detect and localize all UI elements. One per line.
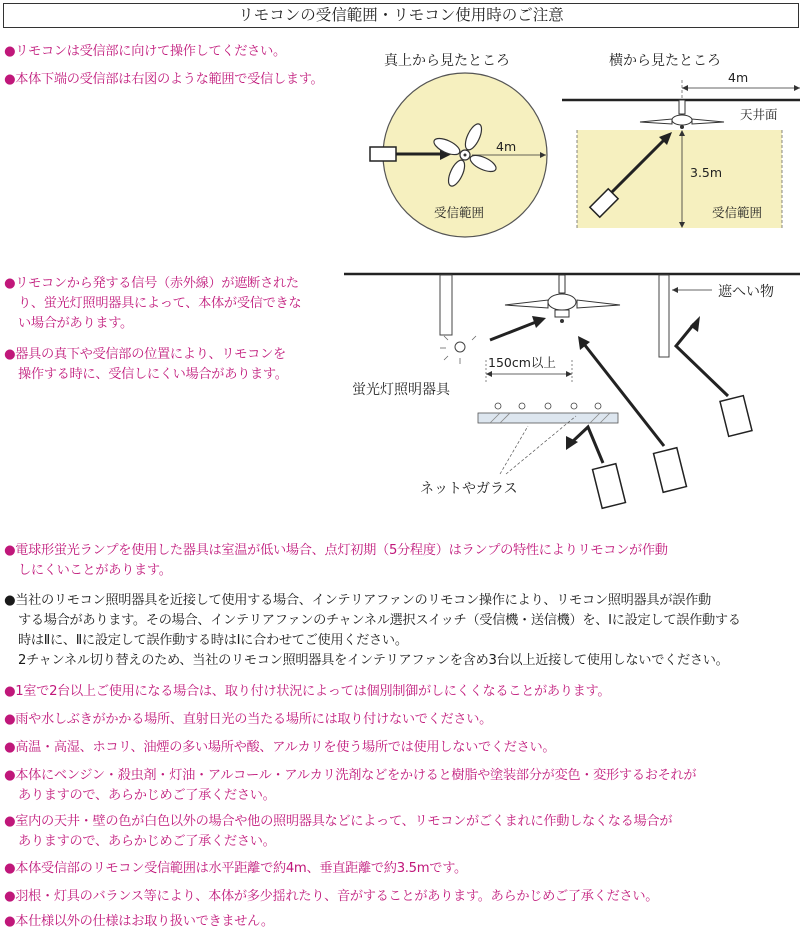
note-position-effect: ●器具の真下や受信部の位置により、リモコンを 操作する時に、受信しにくい場合があります。 — [4, 347, 288, 382]
note-spec-only: ●本仕様以外の仕様はお取り扱いできません。 — [4, 914, 274, 929]
fan-mid-icon — [505, 275, 620, 323]
page-title: リモコンの受信範囲・リモコン使用時のご注意 — [3, 3, 799, 28]
note-receive-range: ●本体下端の受信部は右図のような範囲で受信します。 — [4, 72, 324, 87]
obstacle-wall — [659, 275, 669, 357]
note-signal-blocked: ●リモコンから発する信号（赤外線）が遮断された り、蛍光灯照明器具によって、本体が受信できな い場合があります。 — [4, 276, 302, 331]
remote-bottom-2 — [654, 448, 687, 493]
note-humidity: ●高温・高湿、ホコリ、油煙の多い場所や酸、アルカリを使う場所では使用しないでください。 — [4, 740, 556, 755]
net-glass-icon — [478, 403, 618, 474]
note-range-spec: ●本体受信部のリモコン受信範囲は水平距離で約4m、垂直距離で約3.5mです。 — [4, 861, 467, 876]
view-above-title: 真上から見たところ — [384, 53, 510, 69]
note-bulb-cold: ●電球形蛍光ランプを使用した器具は室温が低い場合、点灯初期（5分程度）はランプの特性によりリモコンが作動 しにくいことがあります。 — [4, 543, 668, 578]
range-label-above: 受信範囲 — [434, 205, 485, 220]
fluorescent-label: 蛍光灯照明器具 — [352, 382, 450, 398]
note-chemicals: ●本体にベンジン・殺虫剤・灯油・アルコール・アルカリ洗剤などをかけると樹脂や塗装部分が変色・変形するおそれが ありますので、あらかじめご了承ください。 — [4, 768, 697, 803]
ceiling-label: 天井面 — [740, 107, 778, 122]
remote-icon — [370, 147, 396, 161]
fan-side-icon — [640, 100, 724, 129]
note-channel-switch: ●当社のリモコン照明器具を近接して使用する場合、インテリアファンのリモコン操作により、リモコン照明器具が誤作動 する場合があります。その場合、インテリアファンのチャンネル選択スイッチ（受信機・送信機）を、Ⅰに設定して誤作動する 時はⅡに、Ⅱに設定して誤作動する時はⅠに合わせてご使用ください。 2チャンネル切り替えのため、当社のリモコン照明器具をインテリアファンを含め3台以上近接して使用しないでください。 — [4, 593, 741, 668]
height-label: 3.5m — [690, 165, 723, 180]
dist-label-above: 4m — [496, 139, 517, 154]
remote-blocked — [720, 396, 752, 437]
distance-label: 150cm以上 — [488, 355, 556, 370]
note-wall-color: ●室内の天井・壁の色が白色以外の場合や他の照明器具などによって、リモコンがごくまれに作動しなくなる場合が ありますので、あらかじめご了承ください。 — [4, 814, 673, 849]
remote-bottom-1 — [593, 464, 626, 509]
range-label-side: 受信範囲 — [712, 205, 763, 220]
note-multiple-units: ●1室で2台以上ご使用になる場合は、取り付け状況によっては個別制御がしにくくなることがあります。 — [4, 684, 611, 699]
dist-label-side: 4m — [728, 70, 749, 85]
net-glass-label: ネットやガラス — [420, 481, 518, 497]
note-aim-receiver: ●リモコンは受信部に向けて操作してください。 — [4, 44, 286, 59]
view-side-title: 横から見たところ — [609, 53, 721, 69]
note-rain-sun: ●雨や水しぶきがかかる場所、直射日光の当たる場所には取り付けないでください。 — [4, 712, 493, 727]
note-wobble: ●羽根・灯具のバランス等により、本体が多少揺れたり、音がすることがあります。あらかじめご了承ください。 — [4, 889, 659, 904]
obstacle-label: 遮へい物 — [718, 284, 774, 300]
side-view-diagram — [562, 80, 800, 228]
fluorescent-light-icon — [440, 336, 476, 364]
